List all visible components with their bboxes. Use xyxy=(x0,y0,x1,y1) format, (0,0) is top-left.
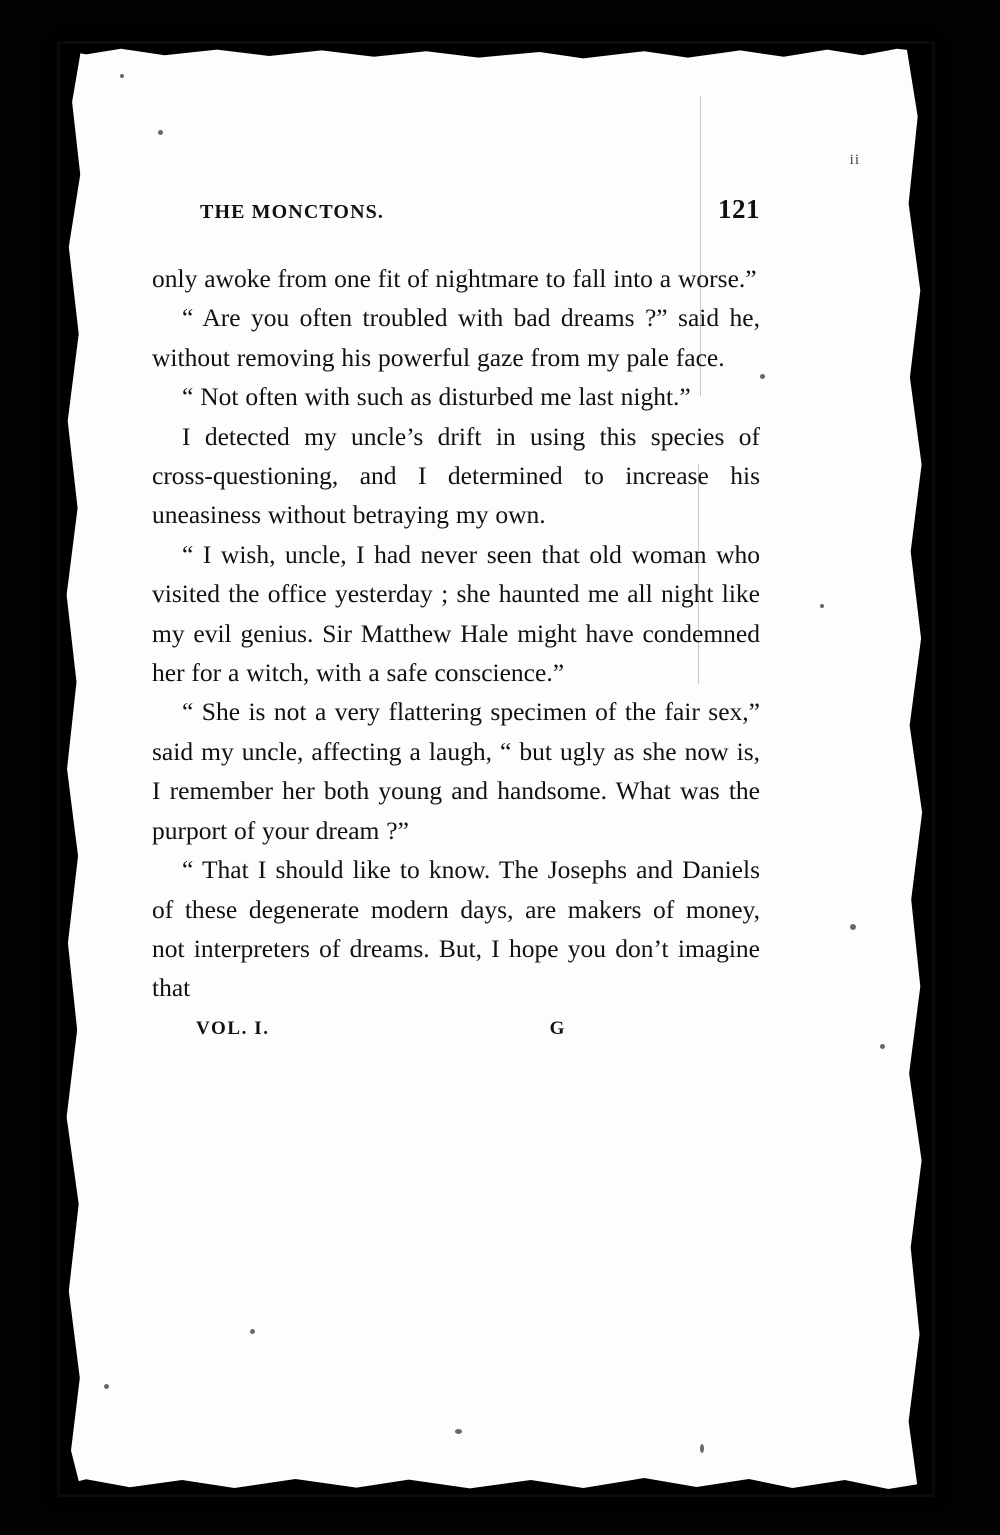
scan-speck xyxy=(455,1429,462,1434)
page-number: 121 xyxy=(718,194,760,224)
volume-label: VOL. I. xyxy=(196,1017,270,1039)
scan-speck xyxy=(120,74,124,78)
paragraph: I detected my uncle’s drift in using this species of cross-questioning, and I determined to increase his uneasiness without betraying my own. xyxy=(152,421,760,530)
scan-speck xyxy=(250,1329,255,1334)
scan-speck xyxy=(850,924,856,930)
paragraph: “ Not often with such as disturbed me last night.” xyxy=(182,382,691,412)
scan-speck xyxy=(700,1444,704,1453)
page-footer xyxy=(152,1018,760,1040)
paragraph: “ Are you often troubled with bad dreams ?” said he, without removing his powerful gaze from my pale face. xyxy=(152,303,760,372)
running-head xyxy=(152,194,760,225)
scan-edge-right xyxy=(906,44,932,1494)
scan-speck xyxy=(760,374,765,379)
page-text-column xyxy=(152,194,760,1040)
paragraph: “ She is not a very flattering specimen of the fair sex,” said my uncle, affecting a laugh, “ but ugly as she now is, I remember her both young and handsome. What was the purport of your dream ?” xyxy=(152,697,760,845)
scan-speck xyxy=(820,604,824,608)
scan-speck xyxy=(880,1044,885,1049)
paragraph: “ That I should like to know. The Josephs and Daniels of these degenerate modern days, are makers of money, not interpreters of dreams. But, I hope you don’t imagine that xyxy=(152,855,760,1003)
margin-annotation: ii xyxy=(849,152,860,168)
signature-mark: G xyxy=(549,1017,566,1039)
scan-speck xyxy=(104,1384,109,1389)
paragraph: only awoke from one fit of nightmare to fall into a worse.” xyxy=(152,264,757,293)
scan-speck xyxy=(158,130,163,135)
running-head-title: THE MONCTONS. xyxy=(200,201,384,223)
scan-edge-top xyxy=(60,44,932,60)
paragraph: “ I wish, uncle, I had never seen that old woman who visited the office yesterday ; she haunted me all night like my evil genius. Sir Matthew Hale might have condemned her for a witch, with a safe conscience.” xyxy=(152,539,760,688)
page-paper xyxy=(60,44,932,1494)
scan-edge-bottom xyxy=(60,1474,932,1494)
scan-edge-left xyxy=(60,44,82,1494)
